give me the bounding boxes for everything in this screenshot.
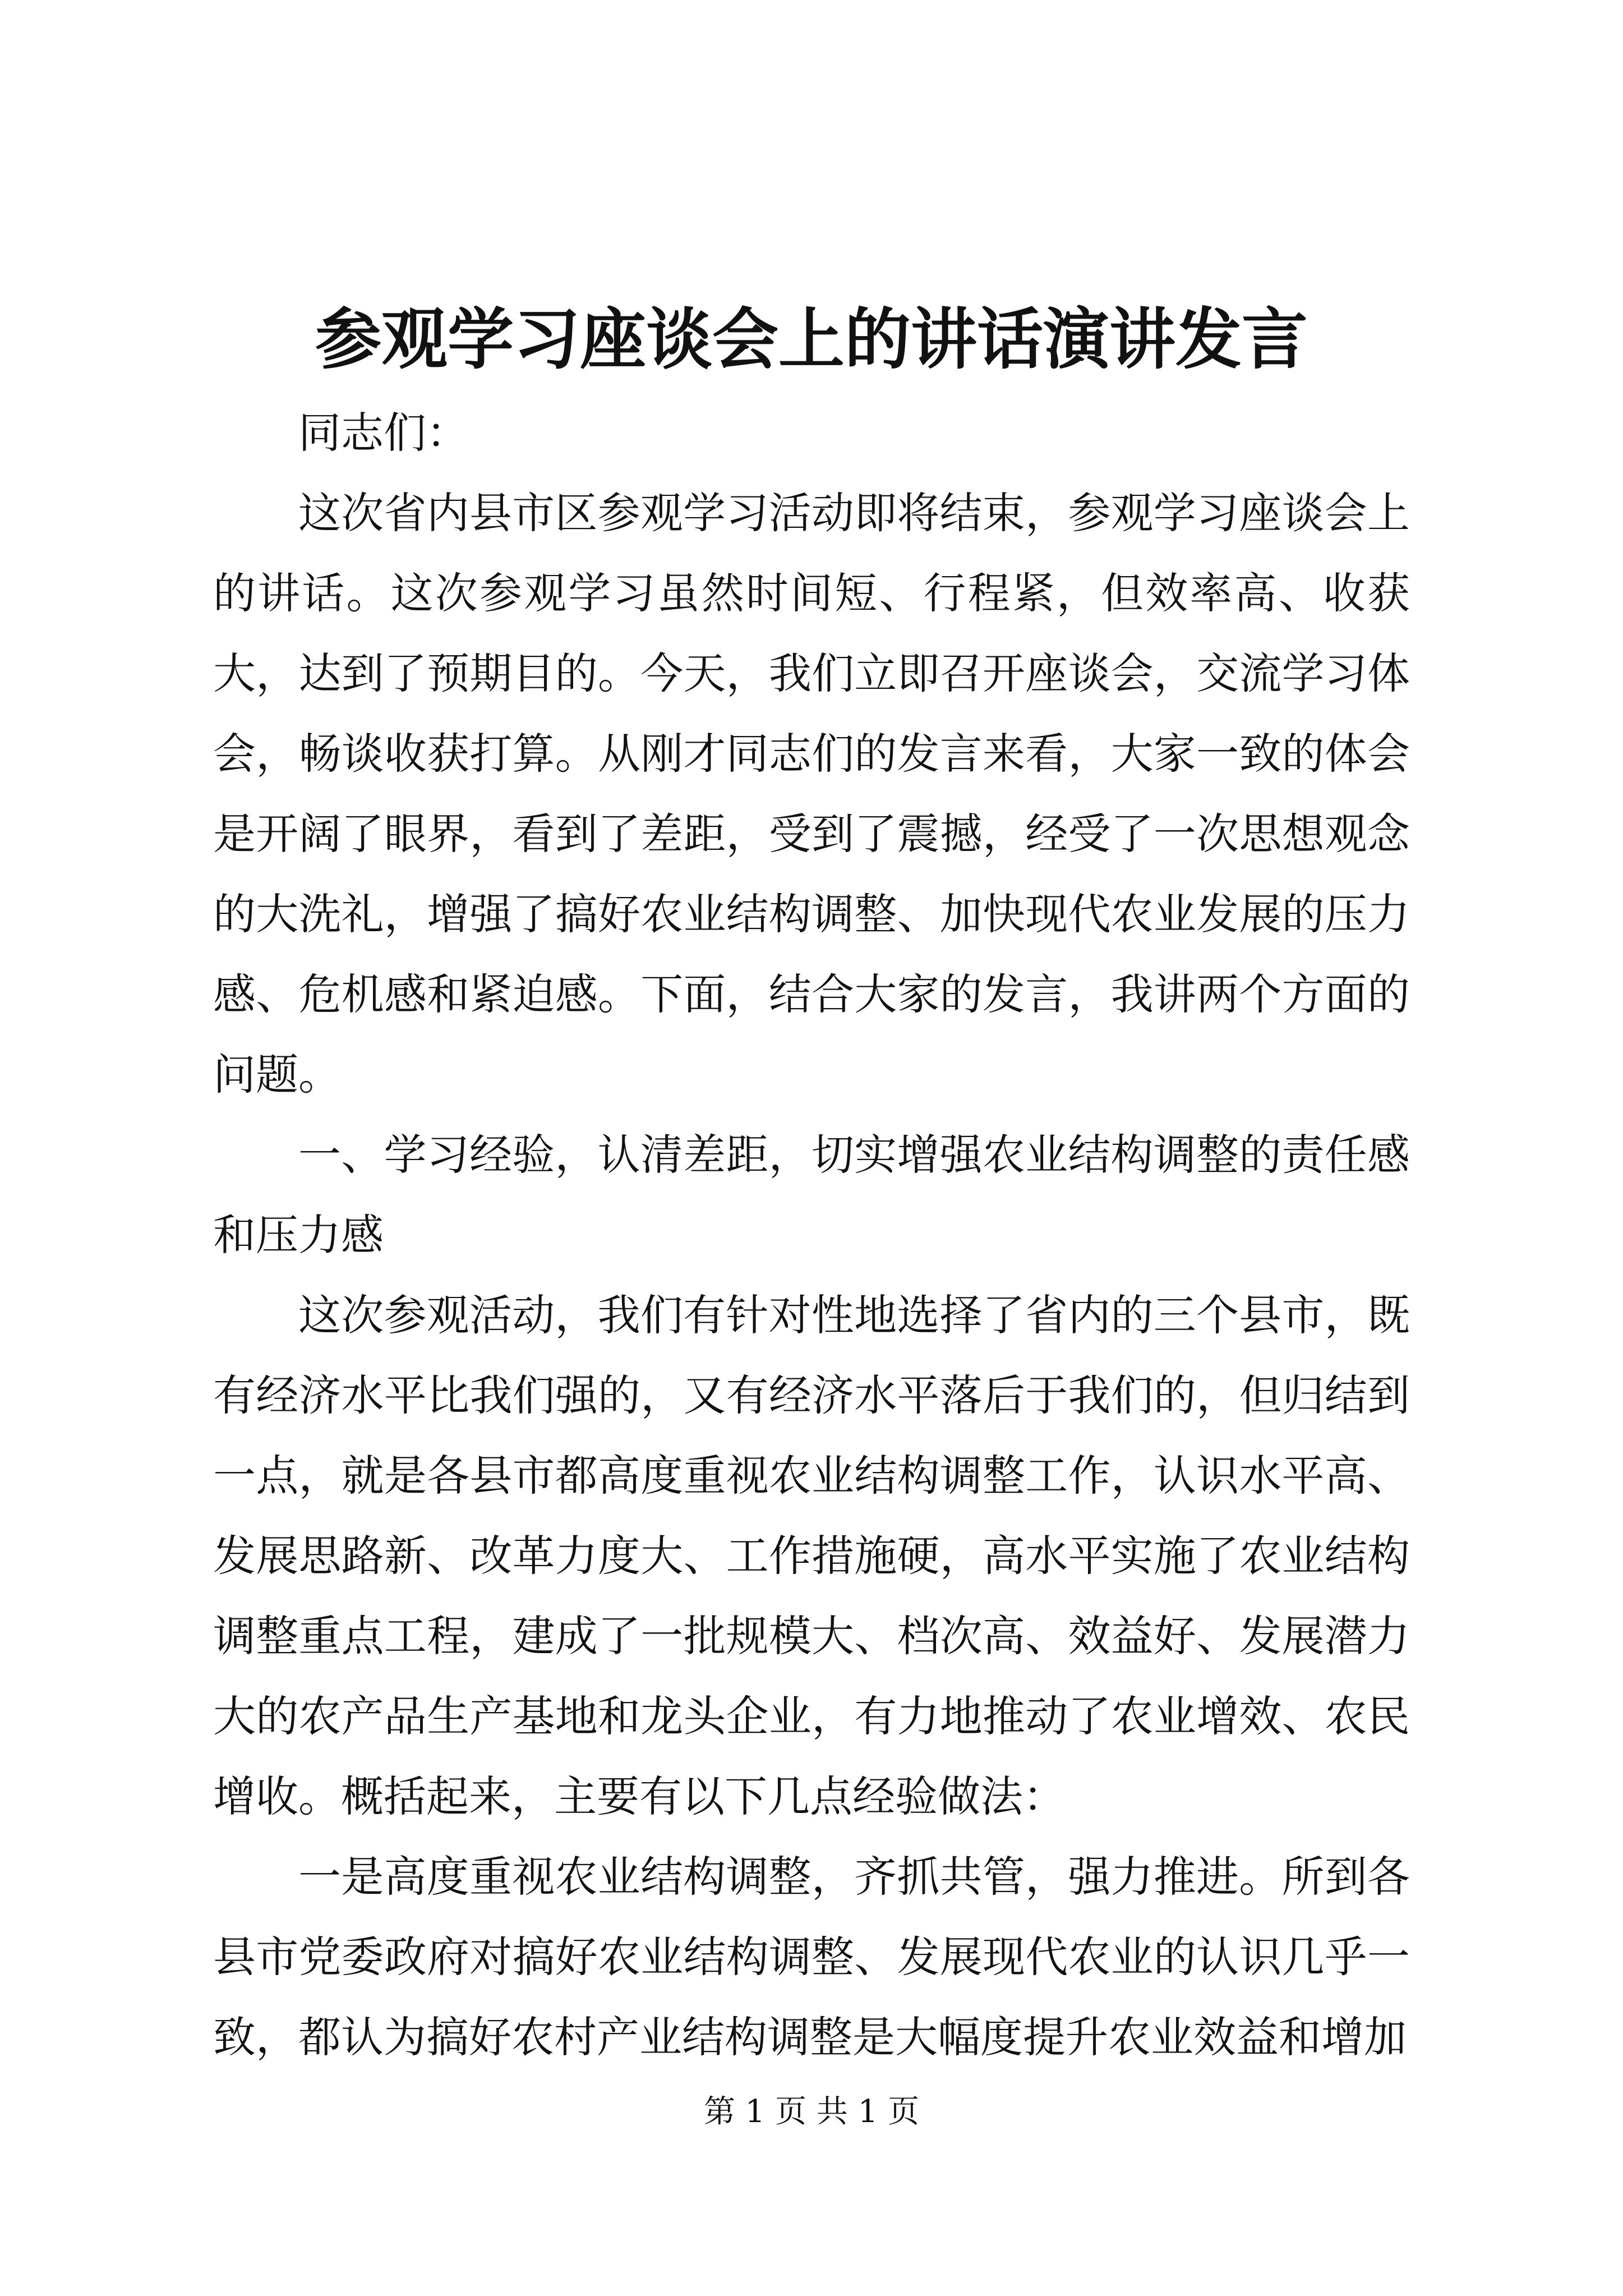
body-paragraph: 一是高度重视农业结构调整，齐抓共管，强力推进。所到各县市党委政府对搞好农业结构调整、发展现代农业的认识几乎一致，都认为搞好农村产业结构调整是大幅度提升农业效益和增加 [213,1852,1410,2062]
section-heading-paragraph: 一、学习经验，认清差距，切实增强农业结构调整的责任感和压力感 [213,1130,1410,1260]
body-paragraph: 这次参观活动，我们有针对性地选择了省内的三个县市，既有经济水平比我们强的，又有经济水平落后于我们的，但归结到一点，就是各县市都高度重视农业结构调整工作，认识水平高、发展思路新、改革力度大、工作措施硬，高水平实施了农业结构调整重点工程，建成了一批规模大、档次高、效益好、发展潜力大的农产品生产基地和龙头企业，有力地推动了农业增效、农民增收。概括起来，主要有以下几点经验做法： [213,1290,1410,1821]
page-footer: 第 1 页 共 1 页 [703,2093,920,2130]
document-title: 参观学习座谈会上的讲话演讲发言 [315,300,1308,378]
body-paragraph: 这次省内县市区参观学习活动即将结束，参观学习座谈会上的讲话。这次参观学习虽然时间短、行程紧，但效率高、收获大，达到了预期目的。今天，我们立即召开座谈会，交流学习体会，畅谈收获打算。从刚才同志们的发言来看，大家一致的体会是开阔了眼界，看到了差距，受到了震撼，经受了一次思想观念的大洗礼，增强了搞好农业结构调整、加快现代农业发展的压力感、危机感和紧迫感。下面，结合大家的发言，我讲两个方面的问题。 [213,488,1410,1099]
document-body [213,393,1410,2077]
salutation-paragraph: 同志们： [298,408,469,458]
